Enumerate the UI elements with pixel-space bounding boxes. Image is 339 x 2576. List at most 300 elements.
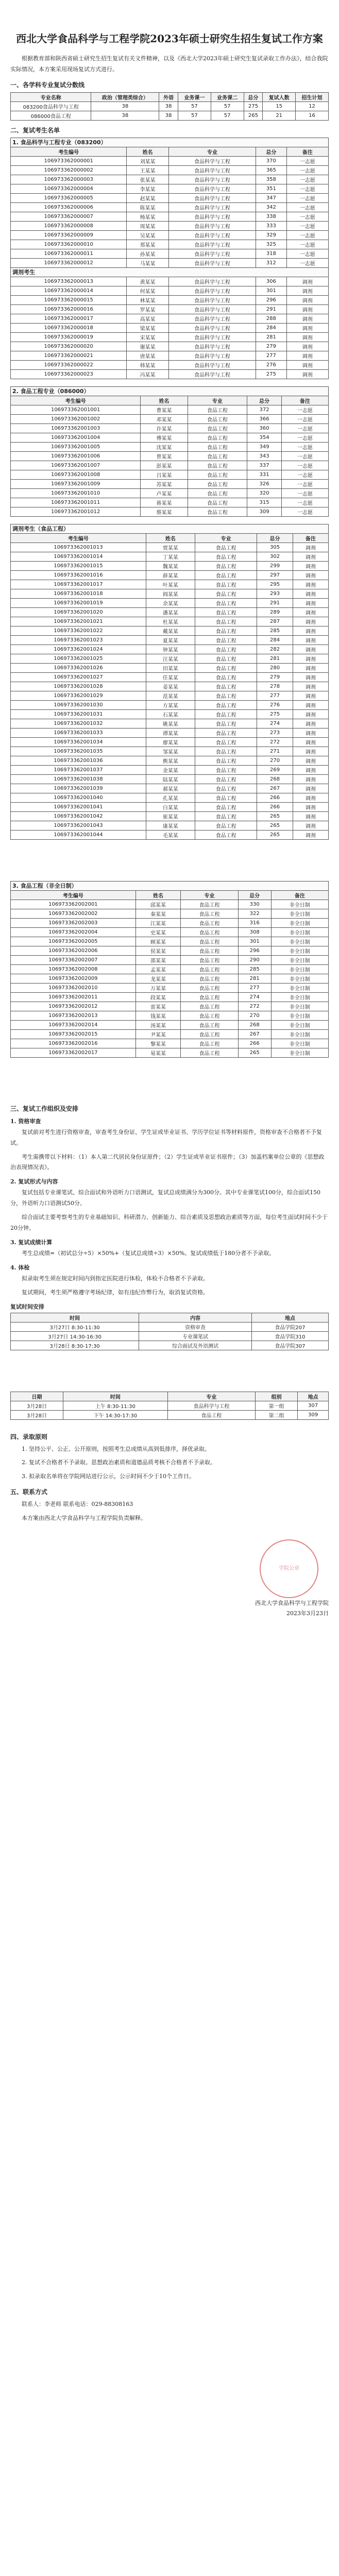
signature-block	[10, 1539, 329, 1619]
table-row	[11, 1410, 329, 1419]
table-row	[11, 405, 329, 414]
table-cell: 张某某	[127, 175, 168, 184]
column-header: 考生编号	[11, 533, 146, 543]
table-cell: 罗某某	[127, 304, 168, 314]
table-cell: 郑某某	[127, 240, 168, 249]
table-cell: 106973362002005	[11, 937, 136, 946]
table-cell: 下午 14:30-17:30	[63, 1410, 168, 1419]
table-cell: 280	[257, 663, 293, 672]
table-cell: 调剂	[293, 663, 328, 672]
table-cell: 食品工程	[181, 918, 238, 927]
table-row	[11, 946, 329, 955]
table-cell: 3月28日 8:30-17:30	[11, 1341, 139, 1350]
table-row	[11, 589, 329, 598]
table-cell: 食品工程	[188, 433, 247, 442]
table-cell: 石某某	[146, 709, 195, 719]
table-cell: 57	[211, 111, 244, 120]
document-page	[10, 0, 329, 1634]
table-cell: 食品工程	[195, 700, 257, 709]
table-cell: 268	[238, 1020, 271, 1029]
table-cell: 食品工程	[195, 580, 257, 589]
table-row	[11, 663, 329, 672]
table-cell: 106973362001021	[11, 617, 146, 626]
table-cell: 调剂	[293, 756, 328, 765]
table-cell: 38	[159, 101, 178, 111]
table-row	[11, 700, 329, 709]
table-cell: 蔡某某	[141, 507, 188, 516]
table-row	[11, 728, 329, 737]
table-cell: 360	[247, 423, 282, 433]
table-cell: 调剂	[293, 728, 328, 737]
table-cell: 食品科学与工程	[168, 184, 256, 193]
table-cell: 白某某	[146, 802, 195, 811]
table-cell: 汤某某	[135, 1020, 181, 1029]
table-cell: 姚某某	[146, 719, 195, 728]
table-row	[11, 342, 329, 351]
column-header: 总分	[247, 396, 282, 405]
table-cell: 食品科学与工程	[168, 175, 256, 184]
table-cell: 275	[256, 369, 286, 379]
table-cell: 何某某	[127, 286, 168, 295]
table-cell: 295	[257, 580, 293, 589]
table-row	[11, 645, 329, 654]
table-cell: 吕某某	[141, 470, 188, 479]
table-row	[11, 175, 329, 184]
table-cell: 268	[257, 774, 293, 784]
table-cell: 365	[256, 165, 286, 175]
table-cell: 325	[256, 240, 286, 249]
table-cell: 一志愿	[286, 240, 328, 249]
table-cell: 320	[247, 488, 282, 498]
table-cell: 343	[247, 451, 282, 461]
table-cell: 329	[256, 230, 286, 240]
table-cell: 370	[256, 156, 286, 165]
table-cell: 333	[256, 221, 286, 230]
table-cell: 食品工程	[181, 937, 238, 946]
column-header: 专业	[167, 1392, 256, 1401]
table-cell: 郝某某	[146, 784, 195, 793]
table-row	[11, 765, 329, 774]
table-cell: 106973362001038	[11, 774, 146, 784]
table-cell: 347	[256, 193, 286, 202]
table-cell: 一志愿	[286, 156, 328, 165]
paragraph: 综合面试主要考察考生的专业基础知识、科研潜力、创新能力、综合素质及思想政治素质等方面，每位考生面试时间不少于20分钟。	[10, 1214, 328, 1232]
table-cell: 食品学院310	[251, 1331, 328, 1341]
table-cell: 调剂	[293, 561, 328, 570]
table-cell: 食品工程	[181, 1048, 238, 1057]
table-row	[11, 719, 329, 728]
table-row	[11, 598, 329, 607]
table-cell: 易某某	[135, 1048, 181, 1057]
table-header	[11, 396, 329, 405]
table-cell: 食品工程	[181, 900, 238, 909]
table-cell: 106973362000019	[11, 332, 127, 342]
table-cell: 一志愿	[286, 193, 328, 202]
table-cell: 一志愿	[286, 212, 328, 221]
table-caption: 调剂考生（食品工程）	[11, 524, 329, 533]
table-cell: 阎某某	[146, 589, 195, 598]
table-cell: 冯某某	[127, 369, 168, 379]
table-cell: 丁某某	[146, 552, 195, 561]
candidate-table-2	[10, 386, 329, 517]
table-cell: 106973362001013	[11, 543, 146, 552]
column-header: 姓名	[146, 533, 195, 543]
table-cell: 食品工程	[195, 756, 257, 765]
table-cell: 106973362002007	[11, 955, 136, 964]
table-cell: 食品科学与工程	[168, 202, 256, 212]
table-cell: 一志愿	[281, 423, 328, 433]
table-cell: 夏某某	[146, 635, 195, 645]
table-cell: 293	[257, 589, 293, 598]
table-row	[11, 258, 329, 267]
table-cell: 贾某某	[146, 543, 195, 552]
table-cell: 265	[257, 821, 293, 830]
column-header: 日期	[11, 1392, 63, 1401]
table-cell: 106973362002004	[11, 927, 136, 937]
table-cell: 273	[257, 728, 293, 737]
sign-date: 2023年3月23日	[286, 1609, 329, 1617]
table-cell: 调剂	[293, 672, 328, 682]
column-header: 姓名	[127, 147, 168, 156]
table-cell: 食品科学与工程	[168, 165, 256, 175]
table-cell: 梁某某	[127, 323, 168, 332]
table-cell: 276	[257, 700, 293, 709]
table-row	[11, 277, 329, 286]
table-cell: 食品科学与工程	[168, 193, 256, 202]
table-row	[11, 360, 329, 369]
section-2-heading: 二、复试考生名单	[10, 126, 60, 134]
table-cell: 调剂	[293, 645, 328, 654]
table-cell: 278	[257, 682, 293, 691]
table-cell: 食品工程	[195, 709, 257, 719]
table-row	[11, 184, 329, 193]
table-cell: 106973362001026	[11, 663, 146, 672]
table-cell: 调剂	[286, 351, 328, 360]
column-header: 考生编号	[11, 147, 127, 156]
table-cell: 宋某某	[127, 332, 168, 342]
table-row	[11, 983, 329, 992]
table-cell: 315	[247, 498, 282, 507]
table-cell: 赵某某	[127, 193, 168, 202]
table-cell: 一志愿	[286, 249, 328, 258]
table-cell: 301	[238, 937, 271, 946]
table-cell: 297	[257, 570, 293, 580]
table-caption: 3. 食品工程（非全日制）	[11, 881, 329, 890]
table-cell: 食品工程	[195, 784, 257, 793]
table-cell: 337	[247, 461, 282, 470]
table-cell: 3月27日 8:30-11:30	[11, 1322, 139, 1331]
table-cell: 38	[91, 101, 159, 111]
column-header: 考生编号	[11, 396, 141, 405]
table-cell: 106973362000002	[11, 165, 127, 175]
table-cell: 106973362000003	[11, 175, 127, 184]
column-header: 备注	[281, 396, 328, 405]
table-row	[11, 479, 329, 488]
table-row	[11, 165, 329, 175]
table-cell: 279	[256, 342, 286, 351]
table-cell: 食品工程	[181, 1011, 238, 1020]
table-cell: 江某某	[135, 918, 181, 927]
table-cell: 086000食品工程	[11, 111, 91, 120]
table-cell: 269	[257, 765, 293, 774]
table-cell: 资格审查	[139, 1322, 252, 1331]
table-cell: 陆某某	[146, 774, 195, 784]
table-cell: 上午 8:30-11:30	[63, 1401, 168, 1410]
table-cell: 钱某某	[135, 1011, 181, 1020]
schedule-table	[10, 1313, 329, 1350]
table-cell: 食品科学与工程	[168, 360, 256, 369]
table-cell: 106973362001033	[11, 728, 146, 737]
table-cell: 吴某某	[127, 230, 168, 240]
table-cell: 106973362002013	[11, 1011, 136, 1020]
table-cell: 调剂	[293, 700, 328, 709]
table-cell: 301	[256, 286, 286, 295]
table-cell: 274	[257, 719, 293, 728]
table-cell: 272	[238, 1002, 271, 1011]
table-cell: 302	[257, 552, 293, 561]
column-header: 备注	[271, 890, 328, 900]
table-cell: 266	[238, 1039, 271, 1048]
table-cell: 食品工程	[181, 964, 238, 974]
table-cell: 106973362002001	[11, 900, 136, 909]
table-cell: 非全日制	[271, 992, 328, 1002]
table-cell: 调剂	[286, 369, 328, 379]
table-cell: 食品科学与工程	[168, 258, 256, 267]
table-cell: 食品工程	[195, 617, 257, 626]
table-row	[11, 784, 329, 793]
table-cell: 食品工程	[195, 765, 257, 774]
table-cell: 312	[256, 258, 286, 267]
table-cell: 杨某某	[127, 212, 168, 221]
table-cell: 黄某某	[127, 277, 168, 286]
column-header: 姓名	[141, 396, 188, 405]
table-cell: 106973362001027	[11, 672, 146, 682]
table-row	[11, 470, 329, 479]
table-cell: 106973362000006	[11, 202, 127, 212]
column-header: 复试人数	[263, 92, 296, 101]
table-row	[11, 955, 329, 964]
table-row	[11, 451, 329, 461]
table-cell: 许某某	[141, 423, 188, 433]
table-cell: 106973362001020	[11, 607, 146, 617]
table-cell: 食品工程	[181, 992, 238, 1002]
table-cell: 274	[238, 992, 271, 1002]
table-row	[11, 682, 329, 691]
table-cell: 食品工程	[181, 909, 238, 918]
table-cell: 食品科学与工程	[168, 156, 256, 165]
table-cell: 106973362000011	[11, 249, 127, 258]
table-cell: 食品科学与工程	[168, 323, 256, 332]
table-cell: 106973362001005	[11, 442, 141, 451]
table-cell: 叶某某	[146, 580, 195, 589]
table-row	[11, 570, 329, 580]
paragraph: 复试包括专业课笔试、综合面试和外语听力口语测试，复试总成绩满分为300分。其中专业课笔试100分，综合面试150分，外语听力口语测试50分。	[10, 1189, 320, 1207]
table-row	[11, 314, 329, 323]
table-cell: 食品科学与工程	[167, 1401, 256, 1410]
table-row	[11, 240, 329, 249]
table-cell: 106973362001024	[11, 645, 146, 654]
column-header: 专业	[181, 890, 238, 900]
table-cell: 106973362001022	[11, 626, 146, 635]
table-row	[11, 811, 329, 821]
table-cell: 106973362000018	[11, 323, 127, 332]
subsection-heading: 3. 复试成绩计算	[10, 1239, 53, 1246]
table-cell: 288	[256, 314, 286, 323]
table-cell: 306	[256, 277, 286, 286]
table-cell: 调剂	[293, 811, 328, 821]
table-cell: 调剂	[293, 765, 328, 774]
table-cell: 孔某某	[146, 793, 195, 802]
table-cell: 食品工程	[181, 955, 238, 964]
table-row	[11, 830, 329, 839]
table-row	[11, 1341, 329, 1350]
table-caption: 调剂考生	[11, 267, 329, 277]
table-row	[11, 793, 329, 802]
table-cell: 姜某某	[146, 682, 195, 691]
table-cell: 食品科学与工程	[168, 212, 256, 221]
table-cell: 106973362001044	[11, 830, 146, 839]
table-row	[11, 1331, 329, 1341]
table-cell: 一志愿	[281, 405, 328, 414]
table-cell: 黎某某	[135, 1039, 181, 1048]
table-cell: 106973362002010	[11, 983, 136, 992]
table-cell: 一志愿	[281, 451, 328, 461]
table-cell: 余某某	[146, 598, 195, 607]
table-cell: 尹某某	[135, 1029, 181, 1039]
table-row	[11, 635, 329, 645]
table-cell: 16	[296, 111, 329, 120]
table-cell: 调剂	[286, 323, 328, 332]
table-cell: 非全日制	[271, 918, 328, 927]
table-row	[11, 1011, 329, 1020]
table-cell: 食品工程	[181, 1002, 238, 1011]
table-cell: 彭某某	[141, 461, 188, 470]
table-cell: 食品工程	[195, 821, 257, 830]
column-header: 专业	[195, 533, 257, 543]
table-cell: 12	[296, 101, 329, 111]
table-cell: 351	[256, 184, 286, 193]
table-row	[11, 691, 329, 700]
table-cell: 106973362001023	[11, 635, 146, 645]
table-row	[11, 156, 329, 165]
table-cell: 非全日制	[271, 964, 328, 974]
table-cell: 307	[298, 1401, 329, 1410]
table-cell: 106973362001012	[11, 507, 141, 516]
column-header: 备注	[286, 147, 328, 156]
table-row	[11, 423, 329, 433]
table-cell: 食品工程	[195, 570, 257, 580]
table-cell: 魏某某	[146, 561, 195, 570]
table-cell: 食品科学与工程	[168, 304, 256, 314]
table-cell: 281	[256, 332, 286, 342]
section-1-heading: 一、各学科专业复试分数线	[10, 81, 85, 89]
score-table	[10, 92, 329, 121]
table-cell: 266	[257, 802, 293, 811]
table-cell: 106973362000009	[11, 230, 127, 240]
table-cell: 271	[257, 747, 293, 756]
table-cell: 汪某某	[146, 654, 195, 663]
table-row	[11, 552, 329, 561]
table-cell: 非全日制	[271, 974, 328, 983]
table-cell: 266	[257, 793, 293, 802]
table-row	[11, 737, 329, 747]
column-header: 总分	[244, 92, 263, 101]
column-header: 考生编号	[11, 890, 136, 900]
table-cell: 综合面试及外语测试	[139, 1341, 252, 1350]
table-cell: 食品工程	[195, 654, 257, 663]
table-cell: 田某某	[146, 663, 195, 672]
table-cell: 食品科学与工程	[168, 314, 256, 323]
table-cell: 调剂	[293, 830, 328, 839]
paragraph: 复试前对考生进行资格审查，审查考生身份证、学生证或毕业证书、学历学位证书等材料原件，资格审查不合格者不予复试。	[10, 1128, 322, 1146]
table-cell: 食品工程	[181, 946, 238, 955]
table-cell: 食品工程	[195, 663, 257, 672]
paragraph: 考生总成绩=（初试总分÷5）×50%+（复试总成绩÷3）×50%。复试成绩低于180分者不予录取。	[22, 1249, 275, 1257]
table-row	[11, 442, 329, 451]
table-cell: 296	[256, 295, 286, 304]
table-cell: 106973362001006	[11, 451, 141, 461]
table-cell: 专业课笔试	[139, 1331, 252, 1341]
table-row	[11, 111, 329, 120]
table-cell: 106973362002016	[11, 1039, 136, 1048]
table-header	[11, 1392, 329, 1401]
table-cell: 食品工程	[181, 974, 238, 983]
table-cell: 食品工程	[195, 589, 257, 598]
table-cell: 106973362001004	[11, 433, 141, 442]
table-cell: 调剂	[293, 737, 328, 747]
table-cell: 106973362001016	[11, 570, 146, 580]
table-cell: 265	[238, 1048, 271, 1057]
table-cell: 调剂	[293, 543, 328, 552]
table-cell: 食品工程	[181, 1039, 238, 1048]
table-cell: 358	[256, 175, 286, 184]
table-cell: 方某某	[146, 700, 195, 709]
table-cell: 非全日制	[271, 946, 328, 955]
table-cell: 食品科学与工程	[168, 369, 256, 379]
table-cell: 邹某某	[146, 747, 195, 756]
table-cell: 一志愿	[281, 433, 328, 442]
table-cell: 106973362001029	[11, 691, 146, 700]
table-cell: 谢某某	[127, 342, 168, 351]
table-cell: 非全日制	[271, 983, 328, 992]
table-cell: 食品学院207	[251, 1322, 328, 1331]
table-cell: 傅某某	[141, 433, 188, 442]
table-header	[11, 1313, 329, 1322]
column-header: 地点	[251, 1313, 328, 1322]
table-cell: 食品工程	[195, 682, 257, 691]
table-cell: 106973362001040	[11, 793, 146, 802]
table-cell: 272	[257, 737, 293, 747]
table-cell: 调剂	[286, 360, 328, 369]
table-cell: 调剂	[293, 747, 328, 756]
candidate-table-3	[10, 524, 329, 840]
table-cell: 106973362002014	[11, 1020, 136, 1029]
table-cell: 106973362000015	[11, 295, 127, 304]
table-row	[11, 974, 329, 983]
table-cell: 调剂	[293, 570, 328, 580]
table-row	[11, 221, 329, 230]
table-cell: 陈某某	[127, 202, 168, 212]
table-cell: 调剂	[293, 709, 328, 719]
table-cell: 食品科学与工程	[168, 286, 256, 295]
table-cell: 106973362002017	[11, 1048, 136, 1057]
table-row	[11, 230, 329, 240]
paragraph: 考生需携带以下材料：（1）本人第二代居民身份证原件；（2）学生证或毕业证书原件；（3）加盖档案单位公章的《思想政治表现情况表》。	[10, 1153, 325, 1171]
table-row	[11, 488, 329, 498]
table-cell: 非全日制	[271, 927, 328, 937]
table-cell: 非全日制	[271, 909, 328, 918]
table-cell: 王某某	[127, 165, 168, 175]
